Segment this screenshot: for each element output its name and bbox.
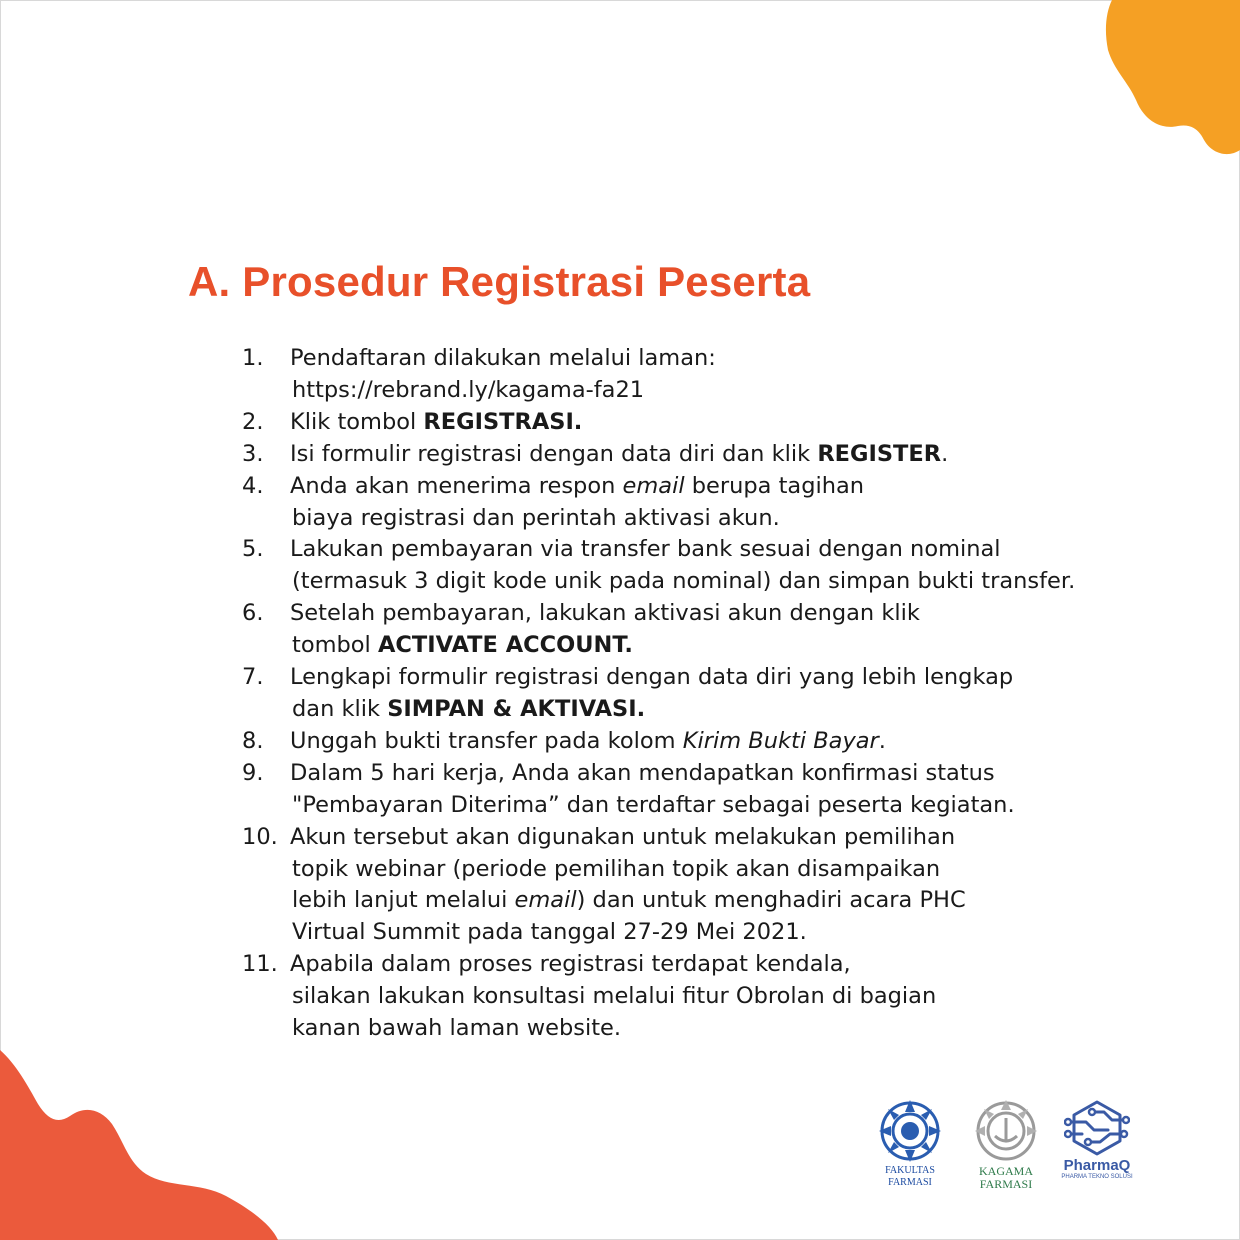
step-item xyxy=(242,822,1122,950)
step-item xyxy=(242,662,1122,726)
step-number: 2. xyxy=(242,408,264,435)
step-line xyxy=(290,439,1122,471)
step-text: tombol xyxy=(292,632,378,659)
pharmaq-tagline: PHARMA TEKNO SOLUSI xyxy=(1061,1174,1133,1180)
step-line xyxy=(290,534,1122,566)
step-number: 7. xyxy=(242,664,264,691)
kagama-emblem-icon xyxy=(973,1098,1039,1164)
step-text: "Pembayaran Diterima” dan terdaftar sebagai peserta kegiatan. xyxy=(292,791,1015,818)
step-item xyxy=(242,471,1122,535)
step-text: berupa tagihan xyxy=(684,472,865,499)
step-text: Virtual Summit pada tanggal 27-29 Mei 2021. xyxy=(292,919,807,946)
step-text: topik webinar (periode pemilihan topik akan disampaikan xyxy=(292,855,941,882)
step-text: Lengkapi formulir registrasi dengan data diri yang lebih lengkap xyxy=(290,664,1014,691)
step-line xyxy=(290,726,1122,758)
step-text: . xyxy=(941,440,949,467)
step-emphasis: ACTIVATE ACCOUNT. xyxy=(377,632,633,659)
step-item xyxy=(242,439,1122,471)
registration-steps-list xyxy=(242,343,1122,1045)
step-line xyxy=(290,471,1122,503)
step-text: lebih lanjut melalui xyxy=(292,887,515,914)
step-line xyxy=(290,630,1122,662)
step-item xyxy=(242,598,1122,662)
step-line xyxy=(290,758,1122,790)
step-emphasis: REGISTRASI. xyxy=(423,408,583,435)
step-number: 5. xyxy=(242,536,264,563)
kagama-farmasi-logo xyxy=(966,1098,1046,1190)
step-line xyxy=(290,917,1122,949)
step-line xyxy=(290,343,1122,375)
step-text: . xyxy=(878,727,886,754)
step-text: biaya registrasi dan perintah aktivasi akun. xyxy=(292,504,780,531)
fakultas-farmasi-logo xyxy=(870,1098,950,1188)
step-number: 1. xyxy=(242,345,264,371)
step-text: Apabila dalam proses registrasi terdapat kendala, xyxy=(290,951,851,978)
step-text: dan klik xyxy=(292,695,388,722)
fakultas-farmasi-caption-1: FAKULTAS xyxy=(885,1165,935,1176)
step-text: (termasuk 3 digit kode unik pada nominal) dan simpan bukti transfer. xyxy=(292,568,1076,595)
step-text: Lakukan pembayaran via transfer bank sesuai dengan nominal xyxy=(290,536,1001,563)
step-italic: email xyxy=(514,887,577,914)
step-text: ) dan untuk menghadiri acara PHC xyxy=(576,887,966,914)
step-italic: email xyxy=(622,472,685,499)
step-emphasis: REGISTER xyxy=(817,440,942,467)
step-text: Anda akan menerima respon xyxy=(290,472,623,499)
step-text: Klik tombol xyxy=(290,408,424,435)
step-text: Setelah pembayaran, lakukan aktivasi akun dengan klik xyxy=(290,600,920,627)
step-item xyxy=(242,949,1122,1045)
step-line xyxy=(290,694,1122,726)
step-item xyxy=(242,726,1122,758)
step-text: Akun tersebut akan digunakan untuk melakukan pemilihan xyxy=(290,823,956,850)
step-number: 11. xyxy=(242,951,278,978)
pharmaq-name: PharmaQ xyxy=(1063,1157,1131,1174)
step-number: 10. xyxy=(242,823,278,850)
step-line xyxy=(290,822,1122,854)
footer-logos xyxy=(870,1098,1140,1190)
ugm-emblem-icon xyxy=(877,1098,943,1164)
step-item xyxy=(242,343,1122,407)
step-item xyxy=(242,407,1122,439)
step-number: 9. xyxy=(242,759,264,786)
orange-corner-blob xyxy=(1100,0,1240,160)
step-emphasis: SIMPAN & AKTIVASI. xyxy=(387,695,646,722)
step-text: Dalam 5 hari kerja, Anda akan mendapatkan konfirmasi status xyxy=(290,759,995,786)
kagama-caption-1: KAGAMA xyxy=(979,1164,1033,1178)
step-line xyxy=(290,1013,1122,1045)
step-italic: Kirim Bukti Bayar xyxy=(682,727,879,754)
fakultas-farmasi-caption-2: FARMASI xyxy=(888,1177,932,1188)
step-text: https://rebrand.ly/kagama-fa21 xyxy=(292,376,645,403)
kagama-caption-2: FARMASI xyxy=(979,1177,1033,1191)
page-title: A. Prosedur Registrasi Peserta xyxy=(188,258,811,305)
red-corner-blob xyxy=(0,1050,290,1240)
step-number: 8. xyxy=(242,727,264,754)
pharmaq-logo xyxy=(1054,1098,1140,1181)
step-item xyxy=(242,534,1122,598)
step-text: silakan lakukan konsultasi melalui fitur Obrolan di bagian xyxy=(292,983,937,1010)
step-item xyxy=(242,758,1122,822)
step-text: Isi formulir registrasi dengan data diri dan klik xyxy=(290,440,818,467)
step-line xyxy=(290,375,1122,407)
step-line xyxy=(290,854,1122,886)
circuit-hexagon-icon xyxy=(1064,1098,1130,1158)
step-line xyxy=(290,981,1122,1013)
step-number: 3. xyxy=(242,440,264,467)
step-text: Pendaftaran dilakukan melalui laman: xyxy=(290,345,716,371)
step-line xyxy=(290,949,1122,981)
step-line xyxy=(290,885,1122,917)
step-line xyxy=(290,598,1122,630)
step-line xyxy=(290,407,1122,439)
step-number: 4. xyxy=(242,472,264,499)
step-line xyxy=(290,790,1122,822)
step-text: kanan bawah laman website. xyxy=(292,1015,622,1042)
step-line xyxy=(290,566,1122,598)
step-line xyxy=(290,662,1122,694)
step-text: Unggah bukti transfer pada kolom xyxy=(290,727,683,754)
step-number: 6. xyxy=(242,600,264,627)
step-line xyxy=(290,503,1122,535)
